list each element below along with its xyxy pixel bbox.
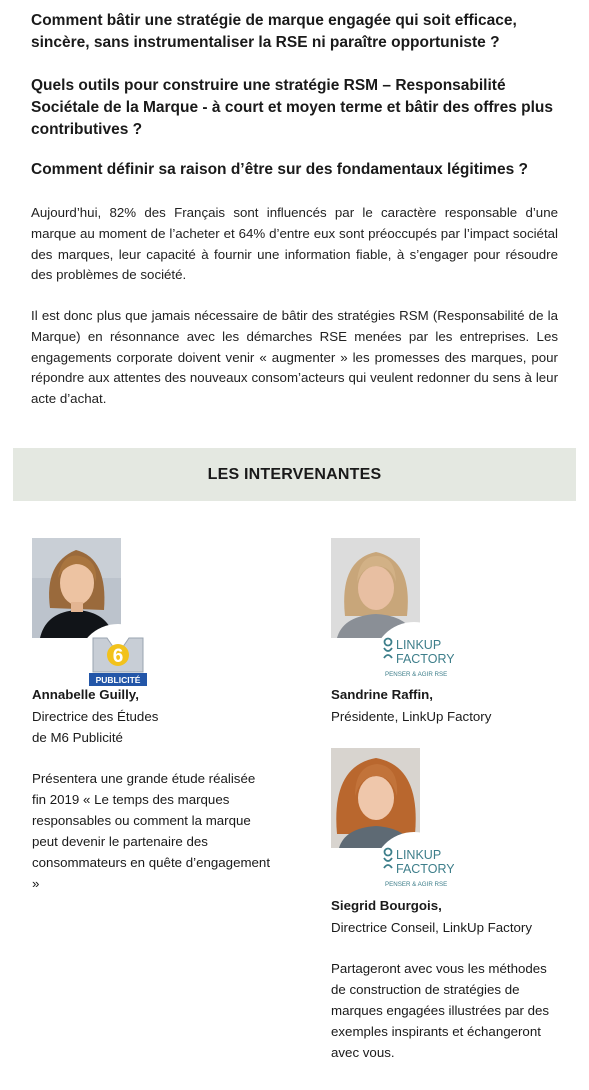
question-2: Quels outils pour construire une stratégie RSM – Responsabilité Sociétale de la Marque - à court et moyen terme et bâtir des offres plus contributives ? xyxy=(31,77,553,138)
question-1: Comment bâtir une stratégie de marque engagée qui soit efficace, sincère, sans instrumentaliser la RSE ni paraître opportuniste ? xyxy=(31,12,517,51)
sandrine-role: Présidente, LinkUp Factory xyxy=(331,709,492,724)
svg-text:LINKUP: LINKUP xyxy=(396,638,442,652)
section-title: LES INTERVENANTES xyxy=(207,465,382,483)
annabelle-role-line1: Directrice des Études xyxy=(32,709,159,724)
rsm-paragraph: Il est donc plus que jamais nécessaire de bâtir des stratégies RSM (Responsabilité de la Marque) en résonnance avec les démarches RSE menées par les entreprises. Les engagements corporate doivent venir « augmenter » les promesses des marques, pour répondre aux attentes des nouveaux consom’acteurs qui veulent redonner du sens à leur acte d’achat. xyxy=(31,308,558,407)
linkup-description: Partageront avec vous les méthodes de construction de stratégies de marques engagées illustrées par des exemples inspirants et échangeront avec vous. xyxy=(331,961,550,1060)
svg-text:LINKUP: LINKUP xyxy=(396,848,442,862)
intro-paragraph: Aujourd’hui, 82% des Français sont influencés par le caractère responsable d’une marque au moment de l’acheter et 64% d’entre eux sont préoccupés par l’impact sociétal des marques, leur capacité à fournir une information fiable, à s’engager pour résoudre des problèmes de société. xyxy=(31,205,558,283)
annabelle-photo xyxy=(32,538,121,638)
section-header xyxy=(13,448,576,501)
portrait-image xyxy=(32,538,121,638)
siegrid-name: Siegrid Bourgois, xyxy=(331,898,442,913)
annabelle-role-line2: de M6 Publicité xyxy=(32,730,123,745)
svg-text:PENSER & AGIR RSE: PENSER & AGIR RSE xyxy=(385,671,448,678)
svg-text:6: 6 xyxy=(112,646,124,667)
svg-text:PENSER & AGIR RSE: PENSER & AGIR RSE xyxy=(385,881,448,888)
sandrine-name: Sandrine Raffin, xyxy=(331,687,433,702)
siegrid-role: Directrice Conseil, LinkUp Factory xyxy=(331,920,532,935)
annabelle-name: Annabelle Guilly, xyxy=(32,687,139,702)
svg-text:FACTORY: FACTORY xyxy=(396,652,455,666)
svg-text:PUBLICITÉ: PUBLICITÉ xyxy=(95,675,141,685)
svg-text:FACTORY: FACTORY xyxy=(396,862,455,876)
question-3: Comment définir sa raison d’être sur des fondamentaux légitimes ? xyxy=(31,161,528,178)
annabelle-description: Présentera une grande étude réalisée fin 2019 « Le temps des marques responsables ou comment la marque peut devenir le partenaire des consommateurs en quête d’engagement » xyxy=(32,771,271,891)
